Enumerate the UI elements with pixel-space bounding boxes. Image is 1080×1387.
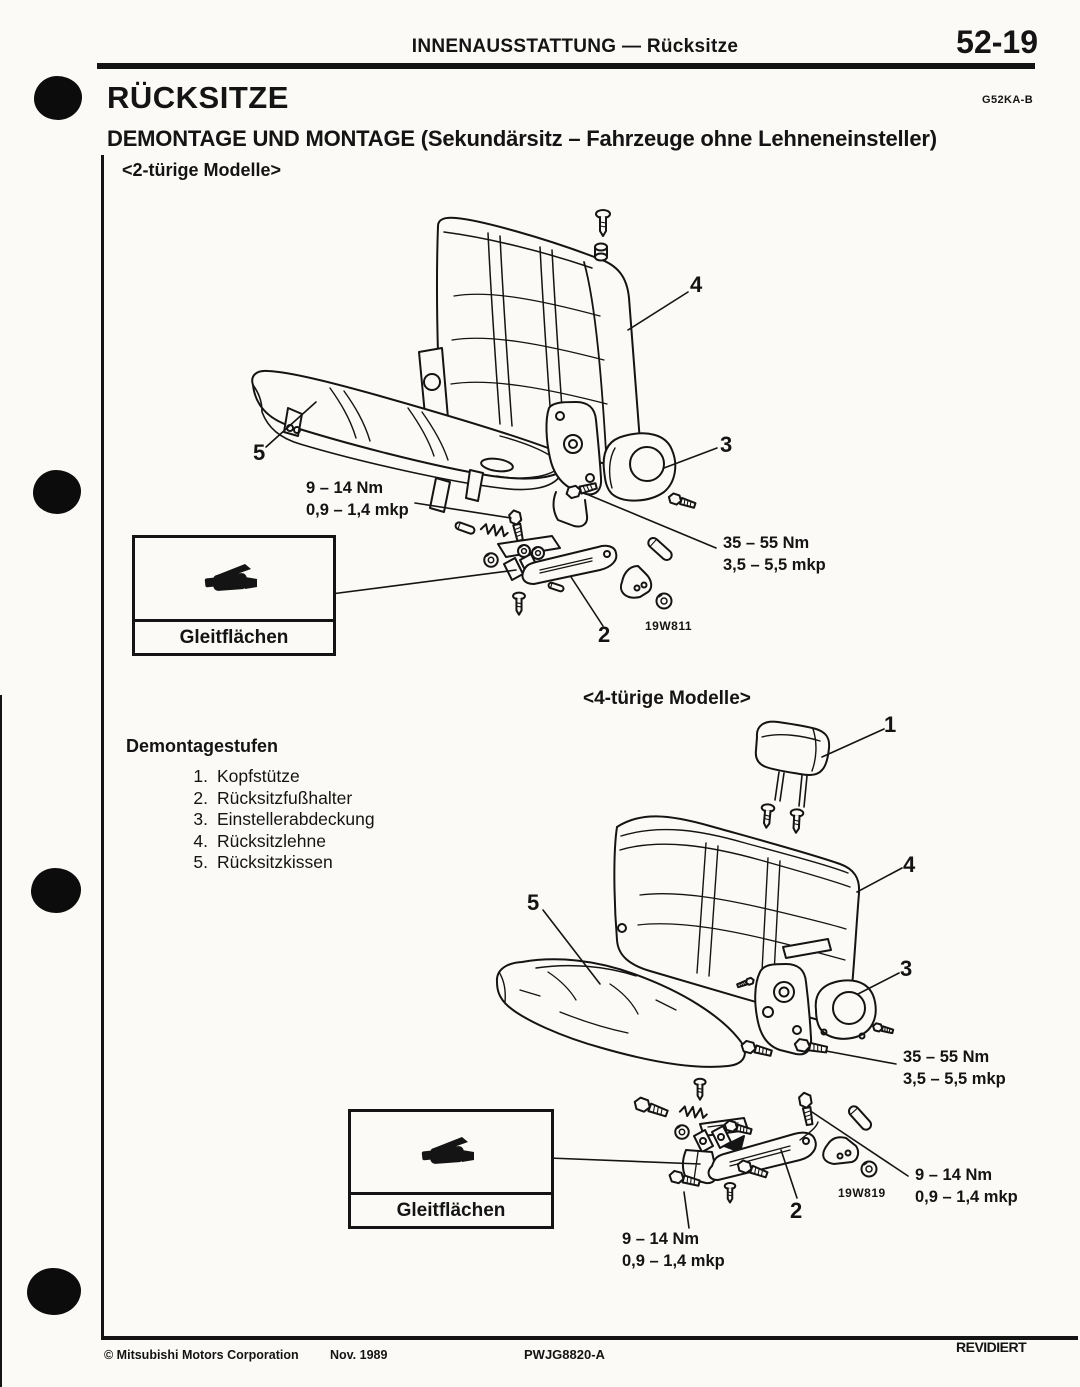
punch-hole-mark	[34, 76, 82, 120]
callout-backrest-2door: 4	[690, 272, 703, 297]
grease-box-label: Gleitflächen	[135, 619, 333, 653]
punch-hole-mark	[33, 470, 81, 514]
standard-code: G52KA-B	[982, 94, 1034, 106]
two-door-heading: <2-türige Modelle>	[122, 160, 282, 180]
torque-label-hinge-4door	[903, 1046, 1006, 1090]
page-number: 52-19	[956, 24, 1038, 60]
punch-hole-mark	[27, 1268, 81, 1315]
two-door-hinge	[546, 402, 601, 527]
step-label: Rücksitzfußhalter	[217, 787, 353, 808]
steps-heading: Demontagestufen	[126, 736, 279, 756]
torque-mkp: 3,5 – 5,5 mkp	[903, 1070, 1006, 1088]
torque-label-upper-2door	[306, 477, 409, 521]
grease-point-box-4door	[348, 1109, 554, 1229]
footer-copyright: © Mitsubishi Motors Corporation	[104, 1348, 299, 1362]
step-label: Kopfstütze	[217, 766, 300, 786]
step-number: 4.	[193, 830, 208, 851]
footer-doc-number: PWJG8820-A	[524, 1347, 605, 1362]
step-number: 5.	[193, 852, 208, 872]
torque-nm: 35 – 55 Nm	[723, 534, 810, 552]
torque-mkp: 3,5 – 5,5 mkp	[723, 556, 826, 574]
footer-date: Nov. 1989	[330, 1348, 388, 1362]
figure-code-2door: 19W811	[645, 619, 693, 633]
step-number: 3.	[193, 809, 208, 829]
callout-backrest-4door: 4	[903, 852, 916, 877]
bottom-border-rule	[101, 1336, 1078, 1340]
callout-foot-holder-4door: 2	[790, 1198, 803, 1223]
torque-label-bottom-4door	[622, 1228, 725, 1272]
step-label: Einstellerabdeckung	[217, 809, 375, 829]
page-header-section: INNENAUSSTATTUNG — Rücksitze	[411, 36, 739, 57]
grease-box-label: Gleitflächen	[351, 1192, 551, 1226]
page-title: RÜCKSITZE	[107, 80, 289, 115]
torque-nm: 9 – 14 Nm	[622, 1230, 700, 1248]
punch-hole-mark	[31, 868, 81, 913]
header-rule	[97, 63, 1035, 69]
torque-nm: 9 – 14 Nm	[915, 1166, 993, 1184]
step-label: Rücksitzlehne	[217, 830, 326, 851]
callout-cover-2door: 3	[720, 432, 733, 457]
four-door-headrest	[756, 722, 829, 833]
two-door-adjuster-cover	[604, 433, 697, 510]
four-door-heading: <4-türige Modelle>	[583, 688, 751, 709]
torque-nm: 35 – 55 Nm	[903, 1048, 990, 1066]
grease-applicator-icon	[203, 560, 265, 598]
torque-mkp: 0,9 – 1,4 mkp	[622, 1252, 725, 1270]
torque-mkp: 0,9 – 1,4 mkp	[915, 1188, 1018, 1206]
two-door-top-screws	[595, 210, 610, 261]
figure-code-4door: 19W819	[838, 1186, 886, 1200]
step-number: 2.	[193, 787, 208, 808]
page-subtitle: DEMONTAGE UND MONTAGE (Sekundärsitz – Fahrzeuge ohne Lehneneinsteller)	[107, 126, 937, 151]
callout-cushion-4door: 5	[527, 890, 540, 915]
grease-point-box-2door	[132, 535, 336, 656]
torque-nm: 9 – 14 Nm	[306, 479, 384, 497]
footer-revision-stamp: REVIDIERT	[956, 1339, 1027, 1355]
scan-edge-line	[0, 695, 2, 1387]
callout-cushion-2door: 5	[253, 440, 266, 465]
four-door-seat-drawing	[497, 722, 908, 1228]
torque-mkp: 0,9 – 1,4 mkp	[306, 501, 409, 519]
torque-label-hinge-2door	[723, 532, 826, 576]
grease-applicator-icon	[420, 1133, 482, 1171]
callout-cover-4door: 3	[900, 956, 913, 981]
left-border-rule	[101, 155, 104, 1338]
callout-foot-holder-2door: 2	[598, 622, 611, 647]
two-door-foot-holder-hardware	[455, 509, 674, 614]
step-number: 1.	[193, 766, 208, 786]
step-label: Rücksitzkissen	[217, 852, 333, 872]
torque-label-right-4door	[915, 1164, 1018, 1208]
callout-headrest-4door: 1	[884, 712, 897, 737]
